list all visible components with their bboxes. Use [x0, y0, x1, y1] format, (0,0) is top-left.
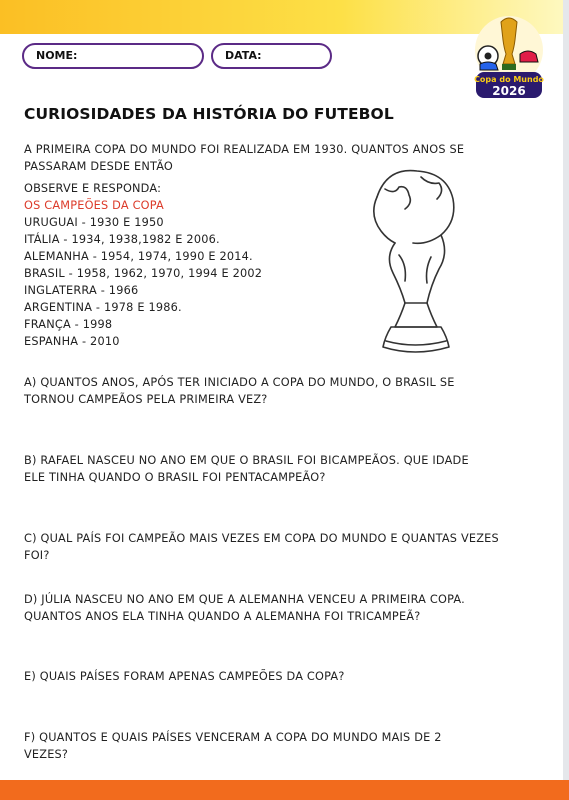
champion-item: ALEMANHA - 1954, 1974, 1990 E 2014.	[24, 250, 253, 263]
champion-item: ARGENTINA - 1978 E 1986.	[24, 301, 182, 314]
champion-item: FRANÇA - 1998	[24, 318, 113, 331]
champion-item: BRASIL - 1958, 1962, 1970, 1994 E 2002	[24, 267, 263, 280]
question-c-line-1: C) QUAL PAÍS FOI CAMPEÃO MAIS VEZES EM COPA DO MUNDO E QUANTAS VEZES	[24, 532, 499, 545]
page-title: CURIOSIDADES DA HISTÓRIA DO FUTEBOL	[24, 105, 394, 123]
question-b-line-1: B) RAFAEL NASCEU NO ANO EM QUE O BRASIL FOI BICAMPEÃOS. QUE IDADE	[24, 454, 469, 467]
intro-line-1: A PRIMEIRA COPA DO MUNDO FOI REALIZADA EM 1930. QUANTOS ANOS SE	[24, 143, 465, 156]
champion-item: ESPANHA - 2010	[24, 335, 120, 348]
question-f-line-1: F) QUANTOS E QUAIS PAÍSES VENCERAM A COPA DO MUNDO MAIS DE 2	[24, 731, 442, 744]
bottom-banner	[0, 780, 569, 800]
champion-item: URUGUAI - 1930 E 1950	[24, 216, 164, 229]
intro-line-2: PASSARAM DESDE ENTÃO	[24, 160, 174, 173]
page-edge	[563, 0, 569, 800]
name-label: NOME:	[36, 49, 78, 62]
name-field[interactable]	[22, 43, 204, 69]
observe-label: OBSERVE E RESPONDA:	[24, 182, 162, 195]
question-e-line-1: E) QUAIS PAÍSES FORAM APENAS CAMPEÕES DA COPA?	[24, 670, 345, 683]
question-d-line-1: D) JÚLIA NASCEU NO ANO EM QUE A ALEMANHA VENCEU A PRIMEIRA COPA.	[24, 593, 465, 606]
trophy-drawing	[355, 165, 475, 360]
logo-line2: 2026	[492, 84, 526, 98]
question-c-line-2: FOI?	[24, 549, 50, 562]
question-a-line-1: A) QUANTOS ANOS, APÓS TER INICIADO A COPA DO MUNDO, O BRASIL SE	[24, 376, 455, 389]
champion-item: ITÁLIA - 1934, 1938,1982 E 2006.	[24, 233, 220, 246]
logo-line1: Copa do Mundo	[474, 75, 544, 84]
champions-heading: OS CAMPEÕES DA COPA	[24, 199, 164, 212]
date-label: DATA:	[225, 49, 262, 62]
question-d-line-2: QUANTOS ANOS ELA TINHA QUANDO A ALEMANHA FOI TRICAMPEÃ?	[24, 610, 421, 623]
world-cup-logo	[468, 10, 550, 102]
question-b-line-2: ELE TINHA QUANDO O BRASIL FOI PENTACAMPEÃO?	[24, 471, 326, 484]
champion-item: INGLATERRA - 1966	[24, 284, 139, 297]
date-field[interactable]	[211, 43, 332, 69]
world-cup-trophy-icon	[501, 18, 517, 70]
question-f-line-2: VEZES?	[24, 748, 69, 761]
question-a-line-2: TORNOU CAMPEÃOS PELA PRIMEIRA VEZ?	[24, 393, 268, 406]
